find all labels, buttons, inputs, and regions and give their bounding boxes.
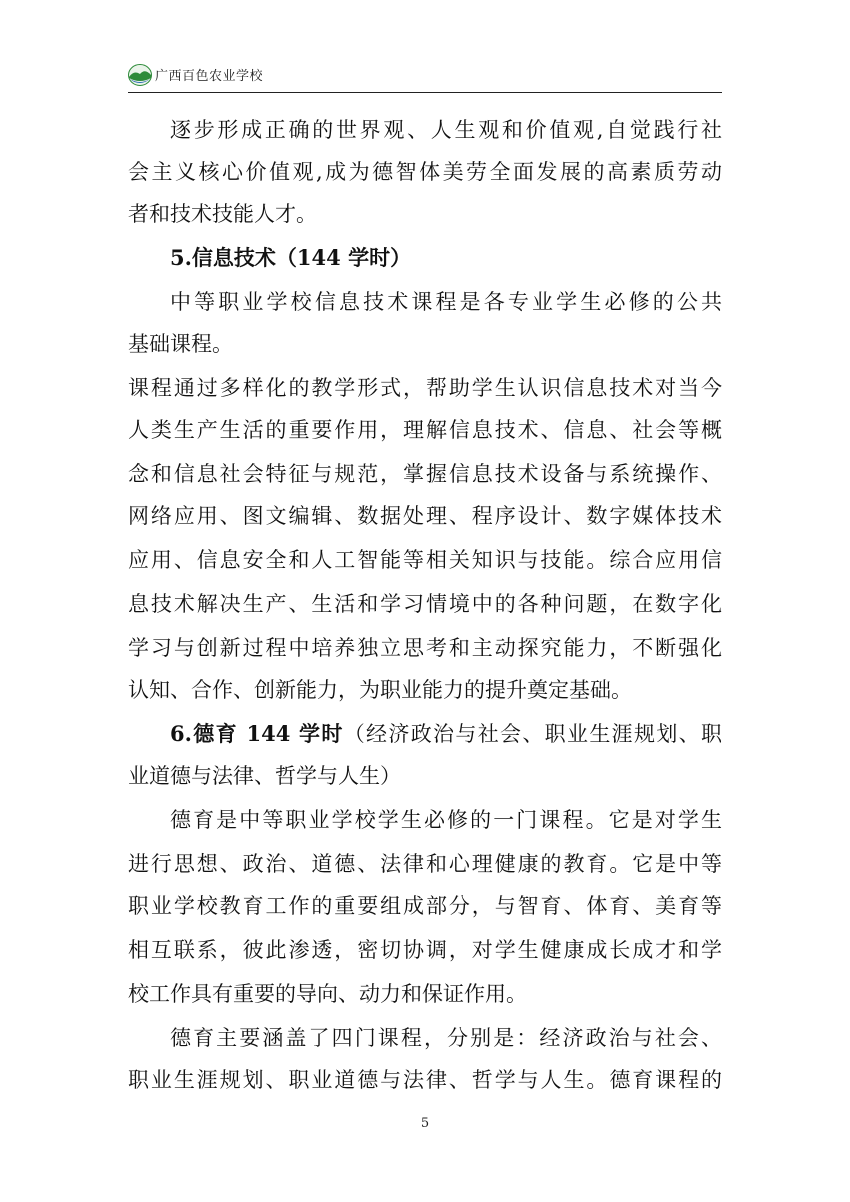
paragraph-line: 网络应用、图文编辑、数据处理、程序设计、数字媒体技术 (128, 504, 722, 528)
paragraph-line: 逐步形成正确的世界观、人生观和价值观,自觉践行社 (170, 118, 722, 142)
paragraph-line: 相互联系，彼此渗透，密切协调，对学生健康成长成才和学 (128, 938, 722, 962)
paragraph-line: 校工作具有重要的导向、动力和保证作用。 (128, 982, 527, 1006)
paragraph-line: 职业生涯规划、职业道德与法律、哲学与人生。德育课程的 (128, 1068, 722, 1092)
section-heading-6-line2: 业道德与法律、哲学与人生） (128, 764, 401, 788)
section-heading-6 (128, 714, 722, 754)
section-heading-6-title: 6.德育 144 学时 (170, 721, 344, 746)
paragraph-line: 中等职业学校信息技术课程是各专业学生必修的公共 (170, 290, 722, 314)
paragraph-line: 应用、信息安全和人工智能等相关知识与技能。综合应用信 (128, 548, 722, 572)
section-heading-5: 5.信息技术（144 学时） (170, 245, 412, 270)
paragraph-line: 认知、合作、创新能力，为职业能力的提升奠定基础。 (128, 678, 632, 702)
paragraph-line: 进行思想、政治、道德、法律和心理健康的教育。它是中等 (128, 852, 722, 876)
paragraph-line: 念和信息社会特征与规范，掌握信息技术设备与系统操作、 (128, 462, 722, 486)
paragraph-line: 学习与创新过程中培养独立思考和主动探究能力，不断强化 (128, 636, 722, 660)
paragraph-line: 职业学校教育工作的重要组成部分，与智育、体育、美育等 (128, 894, 722, 918)
page-number: 5 (420, 1116, 430, 1131)
school-logo-icon (128, 64, 152, 86)
page-header (128, 58, 722, 93)
section-heading-6-subtitle: （经济政治与社会、职业生涯规划、职 (343, 722, 722, 746)
school-name: 广西百色农业学校 (155, 69, 264, 84)
paragraph-line: 者和技术技能人才。 (128, 202, 317, 226)
paragraph-line: 课程通过多样化的教学形式，帮助学生认识信息技术对当今 (128, 376, 722, 400)
paragraph-line: 人类生产生活的重要作用，理解信息技术、信息、社会等概 (128, 418, 722, 442)
paragraph-line: 息技术解决生产、生活和学习情境中的各种问题，在数字化 (128, 592, 722, 616)
paragraph-line: 德育主要涵盖了四门课程，分别是：经济政治与社会、 (170, 1026, 722, 1050)
paragraph-line: 基础课程。 (128, 332, 233, 356)
paragraph-line: 会主义核心价值观,成为德智体美劳全面发展的高素质劳动 (128, 160, 722, 184)
paragraph-line: 德育是中等职业学校学生必修的一门课程。它是对学生 (170, 808, 722, 832)
